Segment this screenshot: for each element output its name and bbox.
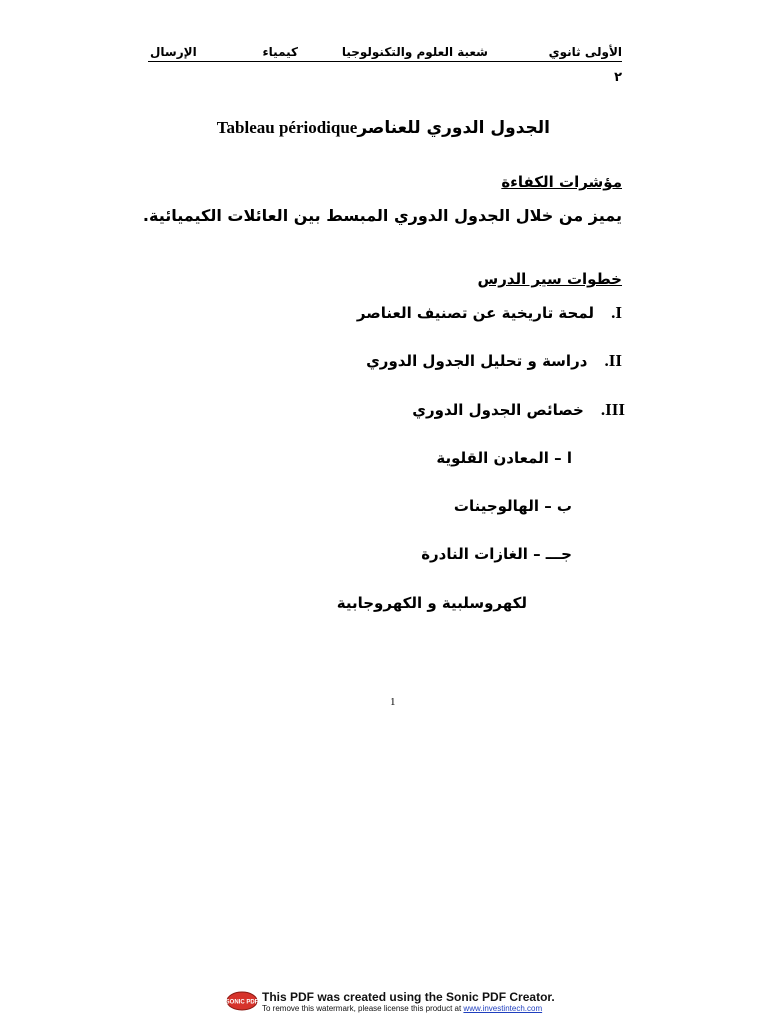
list-item: [366, 351, 622, 371]
item-text: لمحة تاريخية عن تصنيف العناصر: [356, 304, 595, 322]
header-branch: شعبة العلوم والتكنولوجيا: [341, 45, 488, 59]
logo-text: SONIC PDF: [226, 999, 259, 1006]
item-text: دراسة و تحليل الجدول الدوري: [366, 352, 588, 370]
watermark-line1: This PDF was created using the Sonic PDF Creator.: [262, 990, 555, 1004]
competency-heading: مؤشرات الكفاءة: [501, 173, 622, 191]
page-title: [217, 118, 550, 138]
lesson-steps-heading: خطوات سير الدرس: [477, 270, 622, 288]
watermark-line2: [262, 1004, 555, 1013]
sonic-logo-icon: [226, 990, 259, 1012]
header-rule: [148, 61, 622, 62]
page-marker: ٢: [614, 70, 622, 85]
sub-item-noble-gases: جـــ – الغازات النادرة: [421, 545, 572, 563]
sub-item-halogens: ب – الهالوجينات: [453, 497, 572, 515]
header-subject: كيمياء: [262, 45, 298, 59]
sub-item-alkali: ا – المعادن القلوية: [436, 449, 572, 467]
sub-item-electronegativity: لكهروسلبية و الكهروجابية: [336, 594, 527, 612]
item-text: خصائص الجدول الدوري: [412, 401, 584, 419]
item-number: III.: [600, 400, 625, 419]
header-level: الأولى ثانوي: [548, 45, 622, 59]
item-number: II.: [604, 351, 622, 370]
header-unit: الإرسال: [150, 45, 197, 59]
list-item: [357, 303, 622, 323]
page-number: 1: [390, 696, 396, 708]
title-french: Tableau périodique: [216, 118, 358, 137]
watermark-notice: [262, 990, 555, 1013]
item-number: I.: [611, 303, 622, 322]
title-arabic: الجدول الدوري للعناصر: [357, 118, 550, 138]
watermark-line2-text: To remove this watermark, please license this product at: [262, 1004, 464, 1013]
competency-text: يميز من خلال الجدول الدوري المبسط بين العائلات الكيميائية.: [142, 206, 622, 225]
list-item: [412, 400, 625, 420]
watermark-link[interactable]: www.investintech.com: [463, 1004, 543, 1013]
